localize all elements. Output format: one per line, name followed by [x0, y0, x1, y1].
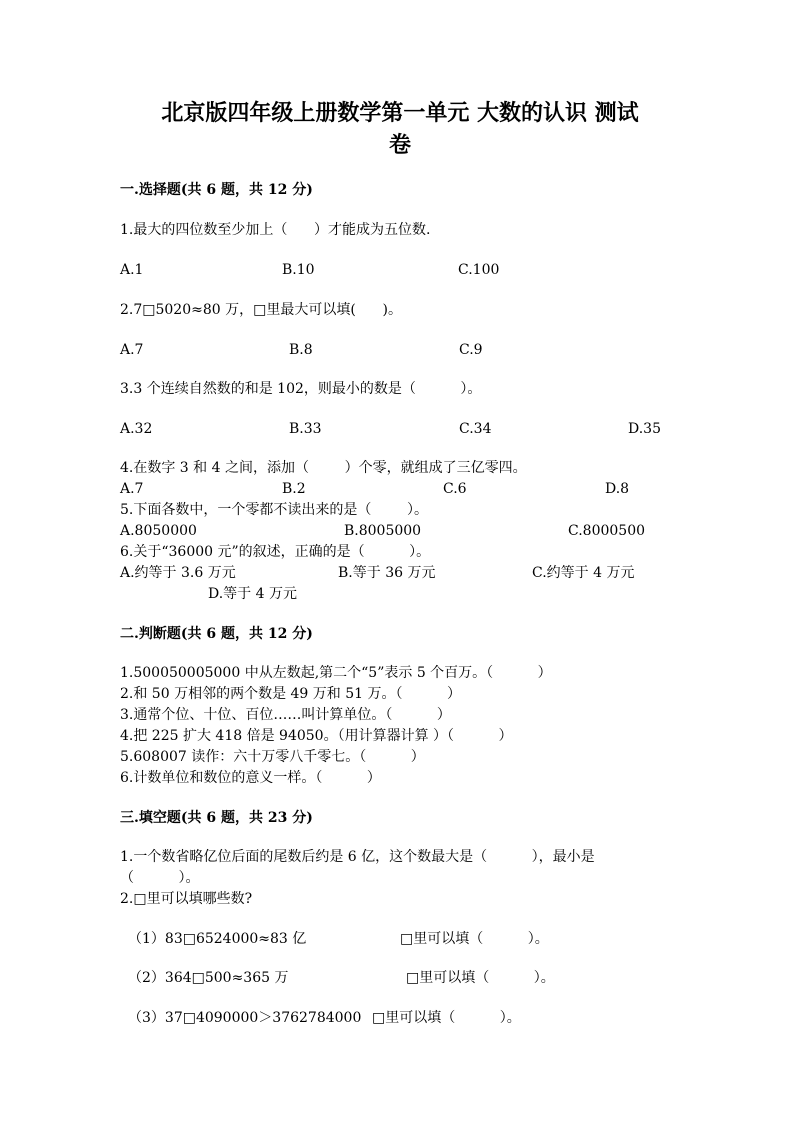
judgement-item: 5.608007 读作：六十万零八千零七。（ ） — [120, 749, 425, 765]
fill-question-line: （ ）。 — [120, 870, 200, 886]
question-stem: 1.最大的四位数至少加上（ ）才能成为五位数. — [120, 222, 431, 238]
sub-question-blank: □里可以填（ ）。 — [400, 931, 549, 947]
option-c: C.8000500 — [568, 523, 646, 539]
option-d: D.等于 4 万元 — [208, 586, 297, 602]
option-a: A.约等于 3.6 万元 — [120, 565, 236, 581]
option-d: D.8 — [605, 481, 630, 497]
option-a: A.32 — [120, 421, 153, 437]
option-b: B.33 — [289, 421, 322, 437]
fill-question-line: 1.一个数省略亿位后面的尾数后约是 6 亿，这个数最大是（ ），最小是 — [120, 849, 595, 865]
option-d: D.35 — [628, 421, 661, 437]
option-b: B.8 — [289, 342, 313, 358]
option-b: B.等于 36 万元 — [338, 565, 436, 581]
judgement-item: 4.把 225 扩大 418 倍是 94050。（用计算器计算 ）（ ） — [120, 728, 513, 744]
judgement-item: 2.和 50 万相邻的两个数是 49 万和 51 万。（ ） — [120, 686, 462, 702]
section-heading-judgement: 二.判断题(共 6 题，共 12 分) — [120, 626, 313, 642]
sub-question: （3）37□4090000＞3762784000 — [128, 1010, 362, 1026]
question-stem: 4.在数字 3 和 4 之间，添加（ ）个零，就组成了三亿零四。 — [120, 460, 527, 476]
sub-question: （2）364□500≈365 万 — [128, 970, 289, 986]
section-heading-choice: 一.选择题(共 6 题，共 12 分) — [120, 182, 313, 198]
option-a: A.7 — [120, 342, 144, 358]
title-line-1: 北京版四年级上册数学第一单元 大数的认识 测试 — [161, 100, 639, 126]
section-heading-fill: 三.填空题(共 6 题，共 23 分) — [120, 810, 313, 826]
judgement-item: 1.500050005000 中从左数起,第二个“5”表示 5 个百万。（ ） — [120, 665, 552, 681]
option-a: A.7 — [120, 481, 144, 497]
question-stem: 2.7□5020≈80 万，□里最大可以填( )。 — [120, 302, 402, 318]
judgement-item: 3.通常个位、十位、百位……叫计算单位。（ ） — [120, 707, 451, 723]
sub-question-blank: □里可以填（ ）。 — [372, 1010, 521, 1026]
question-stem: 3.3 个连续自然数的和是 102，则最小的数是（ ）。 — [120, 381, 482, 397]
fill-question-stem: 2.□里可以填哪些数? — [120, 891, 253, 907]
option-c: C.100 — [458, 262, 500, 278]
question-stem: 6.关于“36000 元”的叙述，正确的是（ ）。 — [120, 544, 431, 560]
option-b: B.10 — [282, 262, 315, 278]
judgement-item: 6.计数单位和数位的意义一样。（ ） — [120, 770, 381, 786]
option-a: A.1 — [120, 262, 144, 278]
option-b: B.8005000 — [344, 523, 422, 539]
sub-question-blank: □里可以填（ ）。 — [406, 970, 555, 986]
option-c: C.约等于 4 万元 — [532, 565, 635, 581]
sub-question: （1）83□6524000≈83 亿 — [128, 931, 307, 947]
question-stem: 5.下面各数中，一个零都不读出来的是（ ）。 — [120, 502, 428, 518]
option-a: A.8050000 — [120, 523, 197, 539]
option-c: C.6 — [443, 481, 467, 497]
title-line-2: 卷 — [388, 132, 411, 158]
option-b: B.2 — [282, 481, 306, 497]
option-c: C.34 — [459, 421, 492, 437]
option-c: C.9 — [459, 342, 483, 358]
